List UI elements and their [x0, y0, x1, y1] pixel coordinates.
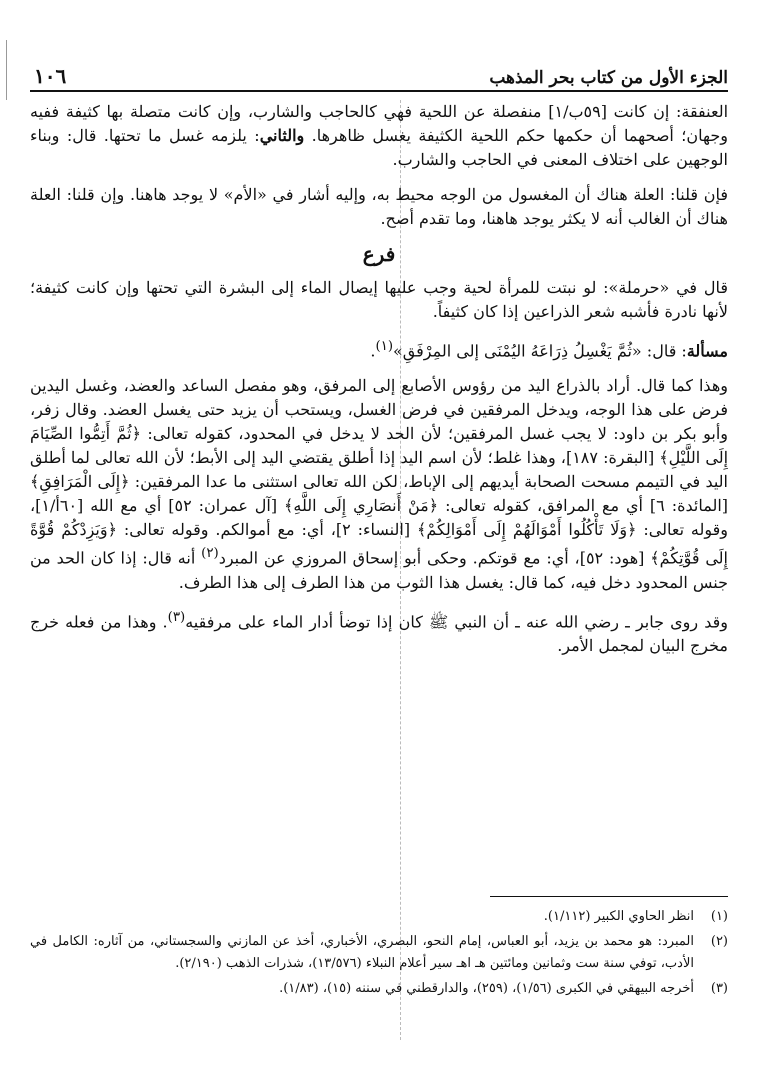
paragraph: [30, 335, 728, 363]
page-number: ١٠٦: [34, 64, 67, 88]
text-run: العنفقة: إن كانت [٥٩ب/١] منفصلة عن اللحية فهي كالحاجب والشارب، وإن كانت متصلة بها كثيفة ففيه وجهان؛ أصحهما أن حكمها حكم اللحية الكثيفة يغسل ظاهرها.: [30, 102, 729, 145]
paragraph: [30, 374, 728, 594]
header-rule: [30, 90, 728, 92]
footnote-number: (١): [710, 909, 728, 924]
text-run: .: [370, 341, 376, 361]
page-header: [34, 58, 728, 88]
paragraph: [30, 276, 728, 324]
footnote-ref: (١): [375, 339, 394, 354]
footnote-ref: (٢): [201, 546, 219, 562]
text-run: مسألة: [686, 341, 728, 361]
footnote-text: انظر الحاوي الكبير (١/١١٢).: [543, 909, 694, 924]
main-text: [30, 100, 728, 669]
footnotes: [30, 906, 728, 1003]
text-run: أنه قال: إذا كان الحد من جنس المحدود دخل فيه، كما قال: يغسل هذا الثوب من هذا الطرف إلى هذا الطرف.: [30, 548, 728, 592]
footnote-rule: [490, 896, 728, 897]
section-heading: فرع: [362, 242, 396, 266]
footnote: [30, 978, 728, 1000]
text-run: : يلزمه غسل ما تحتها. قال: وبناء الوجهين على اختلاف المعنى في الحاجب والشارب.: [30, 126, 728, 169]
footnote-text: أخرجه البيهقي في الكبرى (١/٥٦)، (٢٥٩)، والدارقطني في سننه (١٥)، (١/٨٣).: [279, 981, 694, 996]
footnote: [30, 906, 728, 928]
paragraph-group-1: [30, 100, 728, 231]
paragraph-group-2: [30, 276, 728, 658]
paragraph: [30, 606, 728, 658]
paragraph: [30, 100, 728, 172]
text-run: : قال: «ثُمَّ يَغْسِلُ ذِرَاعَهُ اليُمْنَى إلى المِرْفَقِ»: [393, 341, 687, 361]
text-run: وهذا كما قال. أراد بالذراع اليد من رؤوس الأصابع إلى المرفق، وهو مفصل الساعد والعضد، وغسل اليدين فرض على هذا الوجه، ويدخل المرفقين في فرض الغسل، ويستحب أن يزيد حتى يغسل العضد. وقال زفر، وأبو بكر بن داود: لا يجب غسل المرفقين؛ لأن الحد لا يدخل في المحدود، كقوله تعالى: ﴿ثُمَّ أَتِمُّوا الصِّيَامَ إِلَى اللَّيْلِ﴾ [البقرة: ١٨٧]، وهذا غلط؛ لأن اسم اليد إذا أطلق يقتضي اليد إلى الأبط؛ لأن الله تعالى لما أطلق اليد في التيمم مسحت الصحابة أيديهم إلى الإباط، لكن الله تعالى استثنى ما عدا المرفقين: ﴿إِلَى الْمَرَافِقِ﴾ [المائدة: ٦] أي مع المرافق، كقوله تعالى: ﴿مَنْ أَنصَارِي إِلَى اللَّهِ﴾ [آل عمران: ٥٢] أي مع الله [٦٠أ/١]، وقوله تعالى: ﴿وَلَا تَأْكُلُوا أَمْوَالَهُمْ إِلَى أَمْوَالِكُمْ﴾ [النساء: ٢]، أي: مع أموالكم. وقوله تعالى: ﴿وَيَزِدْكُمْ قُوَّةً إِلَى قُوَّتِكُمْ﴾ [هود: ٥٢]، أي: مع قوتكم. وحكى أبو إسحاق المروزي عن المبرد: [30, 376, 729, 568]
paragraph: [30, 183, 728, 231]
margin-line: [6, 40, 7, 100]
footnote-number: (٣): [710, 981, 728, 996]
footnote-text: المبرد: هو محمد بن يزيد، أبو العباس، إمام النحو، البصري، الأخباري، أخذ عن المازني والسجستاني، من آثاره: الكامل في الأدب، توفي سنة ست وثمانين ومائتين هـ اهـ سير أعلام النبلاء (١٣/٥٧٦)، شذرات الذهب (٢/١٩٠).: [30, 934, 694, 971]
footnote-ref: (٣): [167, 609, 186, 625]
text-run: وقد روى جابر ـ رضي الله عنه ـ أن النبي ﷺ كان إذا توضأ أدار الماء على مرفقيه: [185, 611, 729, 631]
footnote: [30, 931, 728, 975]
text-run: قال في «حرملة»: لو نبتت للمرأة لحية وجب عليها إيصال الماء إلى البشرة التي تحتها وإن كانت كثيفة؛ لأنها نادرة فأشبه شعر الذراعين إذا كان كثيفاً.: [30, 278, 729, 321]
footnote-number: (٢): [710, 934, 728, 949]
text-run: . وهذا من فعله خرج مخرج البيان لمجمل الأمر.: [30, 611, 728, 655]
running-title: الجزء الأول من كتاب بحر المذهب: [489, 68, 728, 88]
text-run: والثاني: [259, 126, 305, 145]
text-run: فإن قلنا: العلة هناك أن المغسول من الوجه محيط به، وإليه أشار في «الأم» لا يوجد هاهنا. وإن قلنا: العلة هناك أن الغالب أنه لا يكثر يوجد هاهنا، وما تقدم أصح.: [30, 185, 728, 228]
